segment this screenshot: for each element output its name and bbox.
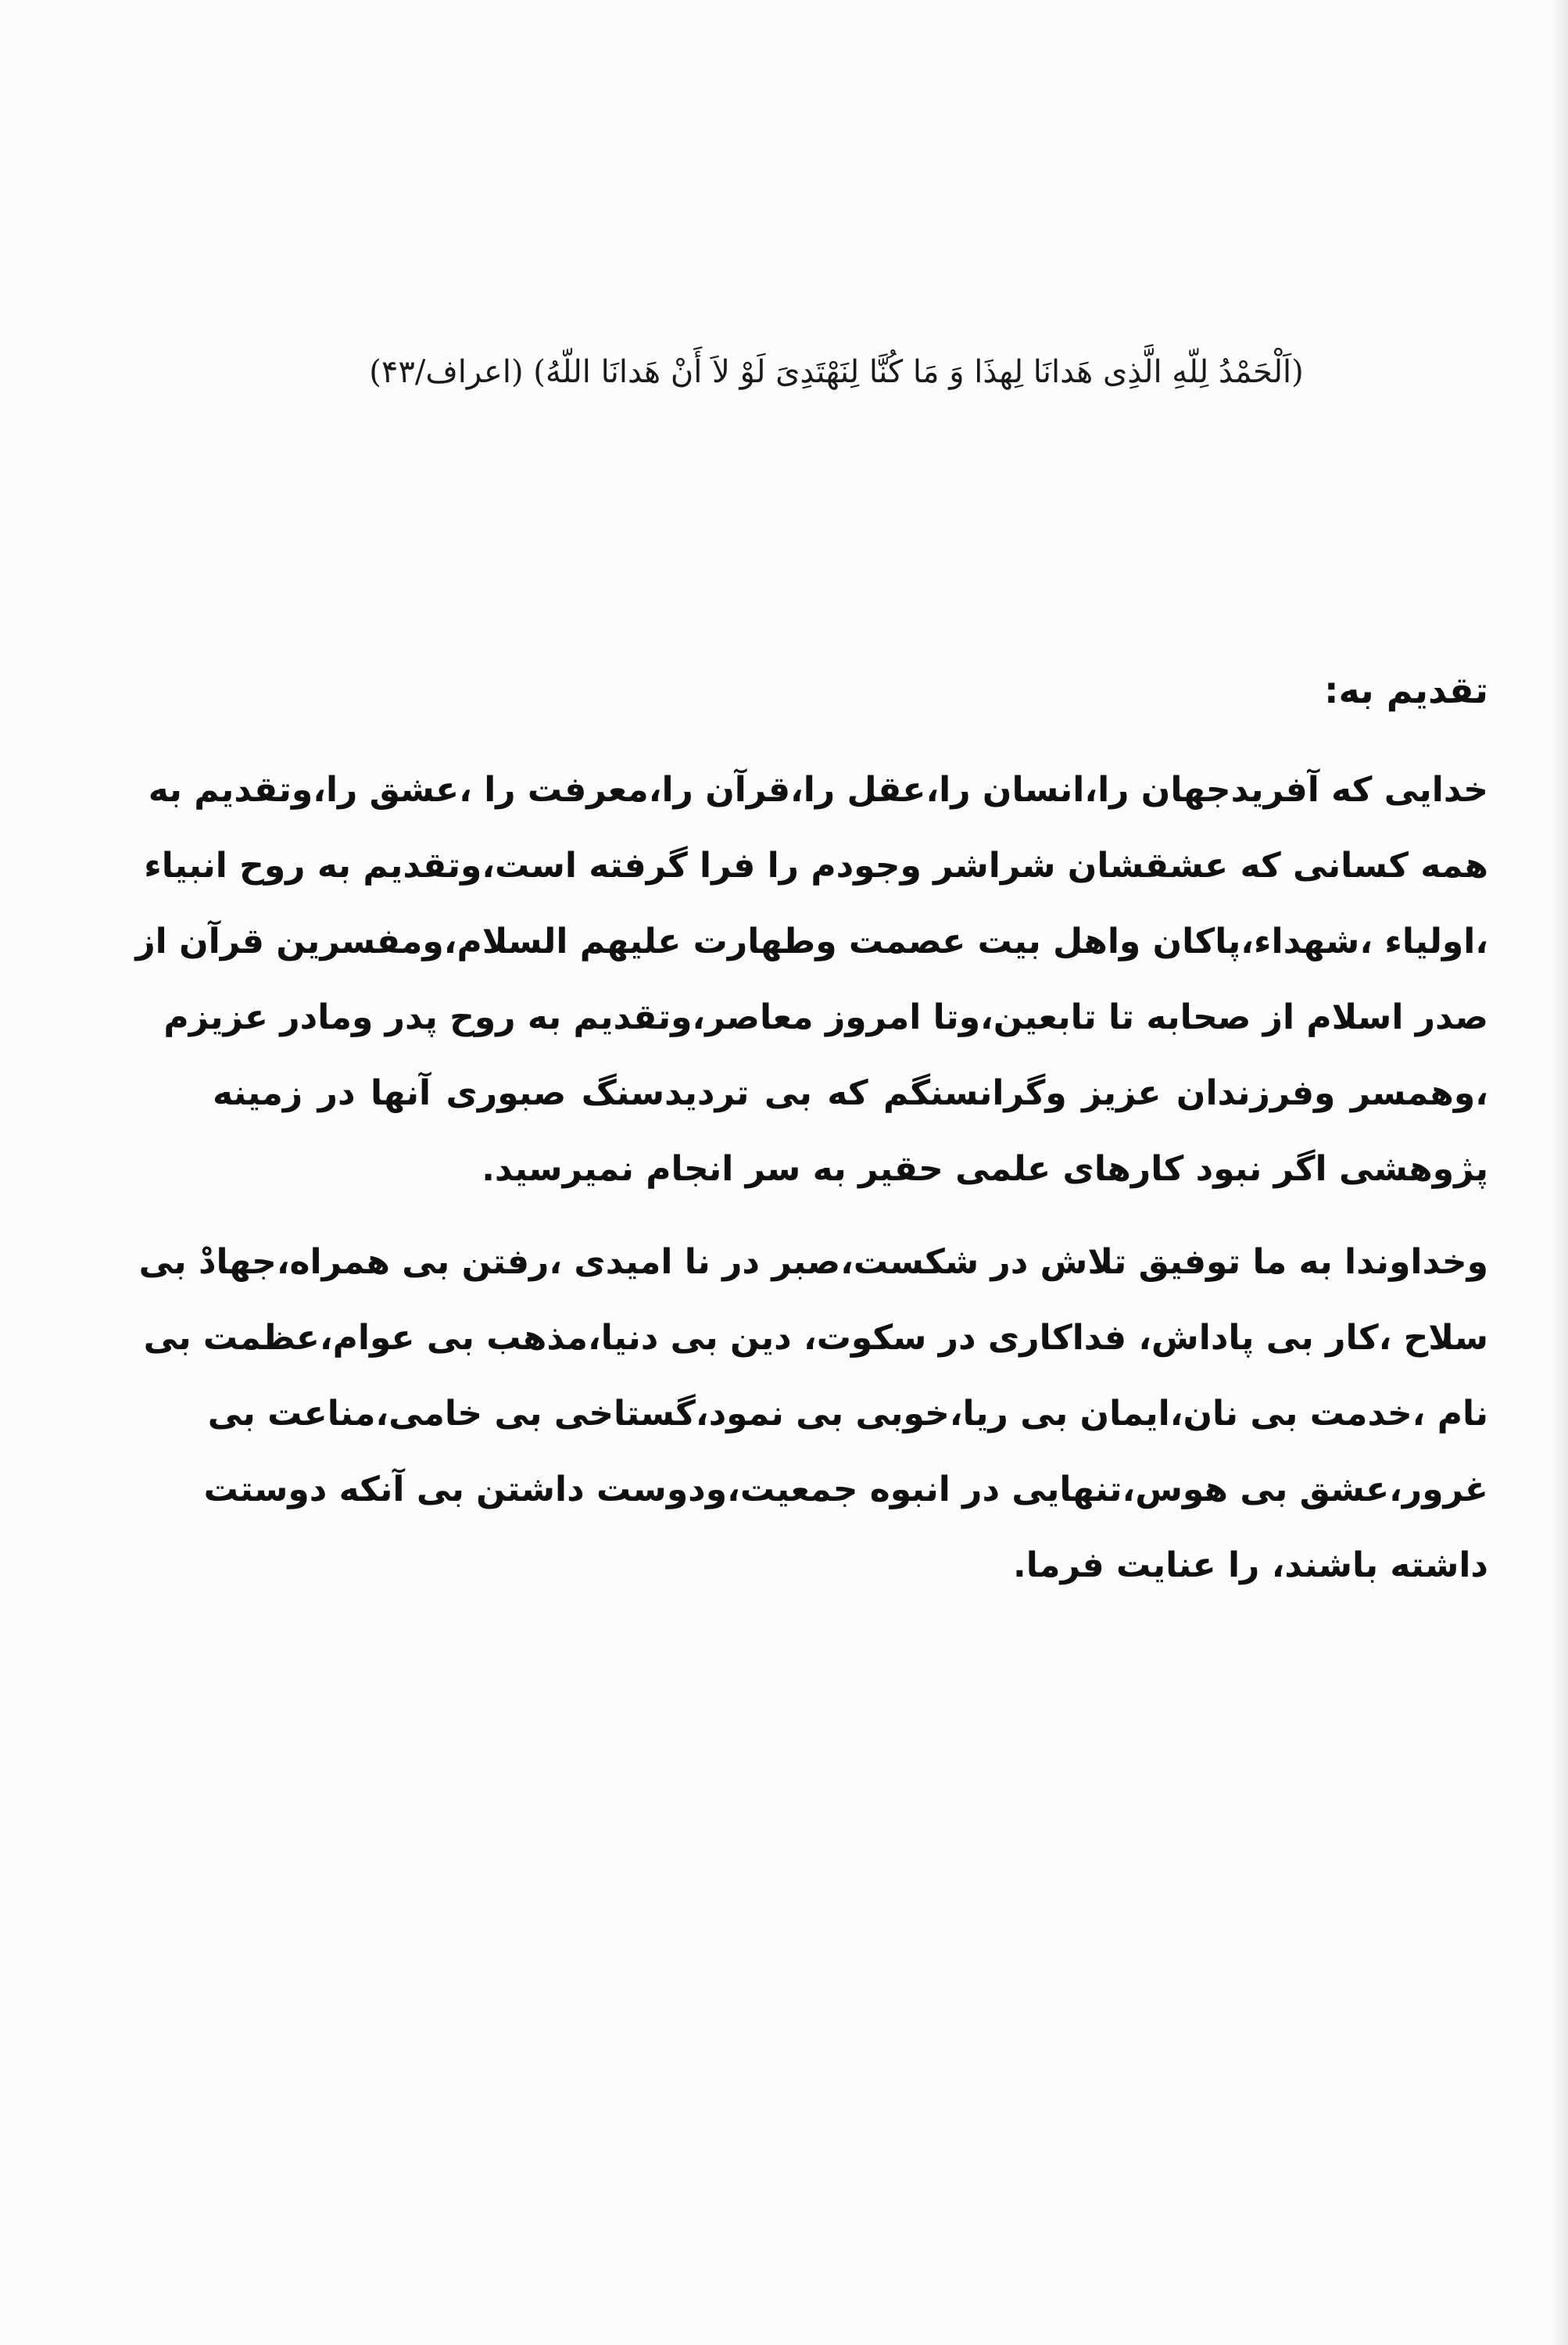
paragraph-line: سلاح ،کار بی پاداش، فداکاری در سکوت، دین بی دنیا،مذهب بی عوام،عظمت بی — [143, 1318, 1488, 1358]
paragraph-line: صدر اسلام از صحابه تا تابعین،وتا امروز معاصر،وتقدیم به روح پدر ومادر عزیزم — [163, 997, 1488, 1037]
paragraph-line: خدایی که آفریدجهان را،انسان را،عقل را،قرآن را،معرفت را ،عشق را،وتقدیم به — [148, 770, 1488, 810]
dedication-heading: تقدیم به: — [1324, 669, 1488, 711]
paragraph-line: نام ،خدمت بی نان،ایمان بی ریا،خوبی بی نمود،گستاخی بی خامی،مناعت بی — [207, 1394, 1488, 1434]
paragraph-line: پژوهشی اگر نبود کارهای علمی حقیر به سر انجام نمیرسید. — [481, 1149, 1488, 1189]
scan-edge-shadow — [1551, 0, 1568, 2345]
paragraph-line: داشته باشند، را عنایت فرما. — [1013, 1545, 1488, 1585]
quran-verse: (اَلْحَمْدُ لِلّهِ الَّذِی هَدانَا لِهذَا وَ مَا كُنَّا لِنَهْتَدِیَ لَوْ لاَ أَنْ هَدانَا اللّهُ) (اعراف/۴۳) — [369, 354, 1304, 390]
paragraph-line: وخداوندا به ما توفیق تلاش در شکست،صبر در نا امیدی ،رفتن بی همراه،جهادْ بی — [138, 1242, 1488, 1282]
paragraph-line: غرور،عشق بی هوس،تنهایی در انبوه جمعیت،ودوست داشتن بی آنکه دوستت — [203, 1470, 1488, 1509]
paragraph-line: ،وهمسر وفرزندان عزیز وگرانسنگم که بی تردیدسنگ صبوری آنها در زمینه — [213, 1073, 1488, 1113]
dedication-paragraph-1 — [135, 752, 1488, 1207]
paragraph-line: همه کسانی که عشقشان شراشر وجودم را فرا گرفته است،وتقدیم به روح انبیاء — [144, 846, 1488, 886]
paragraph-line: ،اولیاء ،شهداء،پاکان واهل بیت عصمت وطهارت علیهم السلام،ومفسرین قرآن از — [135, 922, 1488, 961]
dedication-paragraph-2 — [138, 1224, 1488, 1603]
